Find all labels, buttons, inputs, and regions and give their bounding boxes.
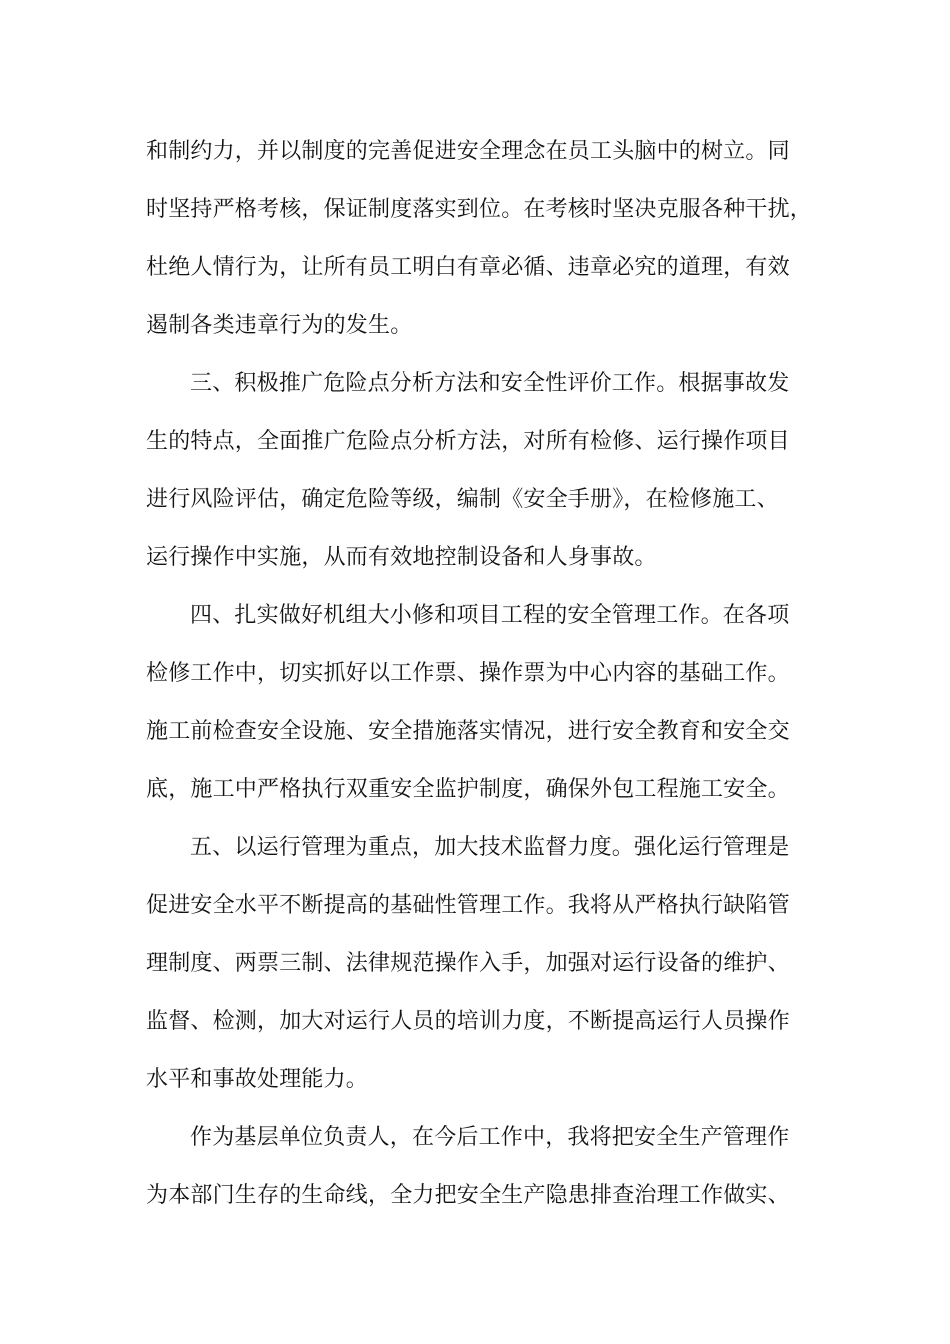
paragraph-5-line-2: 为本部门生存的生命线，全力把安全生产隐患排查治理工作做实、 [146, 1183, 790, 1208]
paragraph-4-line-1: 五、以运行管理为重点，加大技术监督力度。强化运行管理是 [190, 835, 790, 860]
paragraph-4-line-3: 理制度、两票三制、法律规范操作入手，加强对运行设备的维护、 [146, 951, 790, 976]
paragraph-5-line-1: 作为基层单位负责人，在今后工作中，我将把安全生产管理作 [190, 1125, 790, 1150]
paragraph-3-line-3: 施工前检查安全设施、安全措施落实情况，进行安全教育和安全交 [146, 719, 790, 744]
paragraph-2-line-1: 三、积极推广危险点分析方法和安全性评价工作。根据事故发 [190, 371, 790, 396]
paragraph-4-line-2: 促进安全水平不断提高的基础性管理工作。我将从严格执行缺陷管 [146, 893, 790, 918]
paragraph-4-line-4: 监督、检测，加大对运行人员的培训力度，不断提高运行人员操作 [146, 1009, 790, 1034]
paragraph-2-line-3: 进行风险评估，确定危险等级，编制《安全手册》，在检修施工、 [146, 487, 779, 512]
paragraph-3-line-2: 检修工作中，切实抓好以工作票、操作票为中心内容的基础工作。 [146, 661, 790, 686]
paragraph-1-line-3: 杜绝人情行为，让所有员工明白有章必循、违章必究的道理，有效 [146, 255, 790, 280]
paragraph-3-line-4: 底，施工中严格执行双重安全监护制度，确保外包工程施工安全。 [146, 777, 790, 802]
paragraph-1-line-2: 时坚持严格考核，保证制度落实到位。在考核时坚决克服各种干扰， [146, 197, 813, 222]
document-body [146, 128, 816, 1230]
paragraph-1-line-1: 和制约力，并以制度的完善促进安全理念在员工头脑中的树立。同 [146, 139, 790, 164]
paragraph-2-line-4: 运行操作中实施，从而有效地控制设备和人身事故。 [146, 545, 657, 570]
paragraph-2-line-2: 生的特点，全面推广危险点分析方法，对所有检修、运行操作项目 [146, 429, 790, 454]
paragraph-4-line-5: 水平和事故处理能力。 [146, 1067, 369, 1092]
paragraph-3-line-1: 四、扎实做好机组大小修和项目工程的安全管理工作。在各项 [190, 603, 790, 628]
paragraph-1-line-4: 遏制各类违章行为的发生。 [146, 313, 413, 338]
